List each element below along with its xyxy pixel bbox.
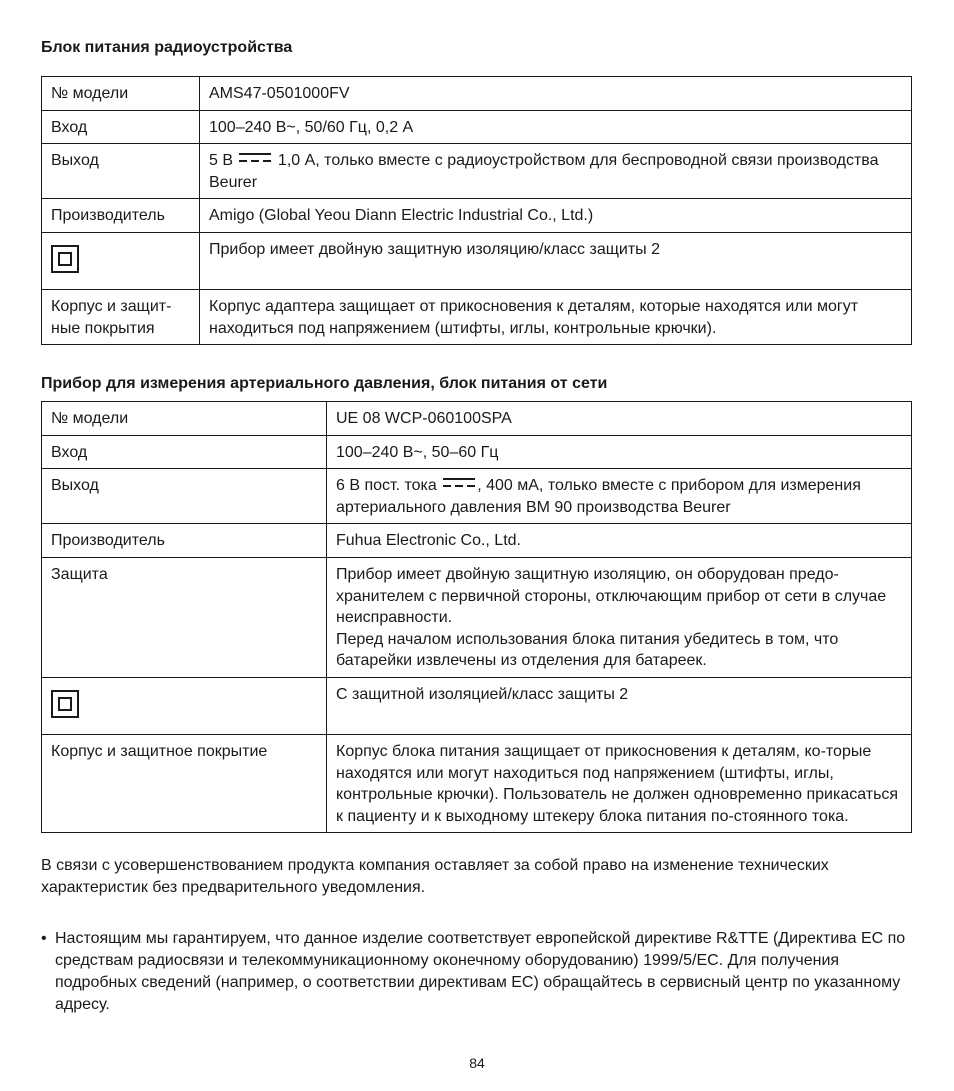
input-value: 100–240 В~, 50/60 Гц, 0,2 А: [200, 110, 912, 144]
maker-label: Производитель: [42, 524, 327, 558]
table-row: [42, 435, 912, 469]
output-label: Выход: [42, 144, 200, 199]
table-row: [42, 289, 912, 344]
class2-symbol-cell: [42, 232, 200, 289]
table-row: [42, 402, 912, 436]
output-voltage: 6 В пост. тока: [336, 477, 437, 495]
output-voltage: 5 В: [209, 152, 234, 170]
double-insulation-icon: [51, 245, 79, 273]
output-details: , 400 мА, только вместе с прибором для измерения артериального давления BM 90 производства Beurer: [336, 477, 861, 516]
bp-monitor-adapter-spec-table: [41, 401, 912, 833]
housing-label: Корпус и защитное покрытие: [42, 734, 327, 832]
page-number: 84: [469, 1055, 485, 1071]
output-label: Выход: [42, 469, 327, 524]
maker-value: Fuhua Electronic Co., Ltd.: [327, 524, 912, 558]
table-row: [42, 524, 912, 558]
model-value: UE 08 WCP-060100SPA: [327, 402, 912, 436]
table-row: [42, 144, 912, 199]
table-row: [42, 677, 912, 734]
input-value: 100–240 В~, 50–60 Гц: [327, 435, 912, 469]
model-label: № модели: [42, 77, 200, 111]
bullet-mark: •: [41, 930, 47, 947]
protection-label: Защита: [42, 557, 327, 677]
input-label: Вход: [42, 110, 200, 144]
table-row: [42, 199, 912, 233]
direct-current-icon: [443, 477, 475, 489]
table-row: [42, 734, 912, 832]
section1-heading: Блок питания радиоустройства: [41, 39, 293, 56]
table-row: [42, 557, 912, 677]
section2-heading: Прибор для измерения артериального давления, блок питания от сети: [41, 375, 608, 392]
protection-value: [327, 557, 912, 677]
notice-text: В связи с усовершенствованием продукта компания оставляет за собой право на изменение технических характеристик без предварительного уведомления.: [41, 857, 829, 896]
output-value: [200, 144, 912, 199]
housing-value: Корпус блока питания защищает от прикосновения к деталям, ко-торые находятся или могут находиться под напряжением (штифты, иглы, контрольные крючки). Пользователь не должен одновременно прикасаться к пациенту и к выходному штекеру блока питания по-стоянного тока.: [327, 734, 912, 832]
table-row: [42, 77, 912, 111]
maker-value: Amigo (Global Yeou Diann Electric Industrial Co., Ltd.): [200, 199, 912, 233]
input-label: Вход: [42, 435, 327, 469]
table-row: [42, 469, 912, 524]
class2-symbol-cell: [42, 677, 327, 734]
protection-text-2: Перед началом использования блока питания убедитесь в том, что батарейки извлечены из отделения для батареек.: [336, 630, 839, 670]
conformity-bullet: [41, 928, 911, 1016]
output-details: 1,0 А, только вместе с радиоустройством для беспроводной связи производства Beurer: [209, 152, 879, 191]
model-label: № модели: [42, 402, 327, 436]
output-value: [327, 469, 912, 524]
double-insulation-icon: [51, 690, 79, 718]
radio-adapter-spec-table: [41, 76, 912, 345]
maker-label: Производитель: [42, 199, 200, 233]
housing-value: Корпус адаптера защищает от прикосновения к деталям, которые находятся или могут находиться под напряжением (штифты, иглы, контрольные крючки).: [200, 289, 912, 344]
direct-current-icon: [239, 152, 271, 164]
table-row: [42, 110, 912, 144]
conformity-text: Настоящим мы гарантируем, что данное изделие соответствует европейской директиве R&TTE (Директива ЕС по средствам радиосвязи и телекоммуникационному оконечному оборудованию) 1999/5/EC. Для получения подробных сведений (например, о соответствии директивам ЕС) обращайтесь в сервисный центр по указанному адресу.: [55, 930, 906, 1013]
protection-text-1: Прибор имеет двойную защитную изоляцию, он оборудован предо-хранителем с первичной стороны, отключающим прибор от сети в случае неисправности.: [336, 565, 887, 627]
table-row: [42, 232, 912, 289]
class2-value: Прибор имеет двойную защитную изоляцию/класс защиты 2: [200, 232, 912, 289]
model-value: AMS47-0501000FV: [200, 77, 912, 111]
housing-label: Корпус и защит-ные покрытия: [42, 289, 200, 344]
class2-value: С защитной изоляцией/класс защиты 2: [327, 677, 912, 734]
